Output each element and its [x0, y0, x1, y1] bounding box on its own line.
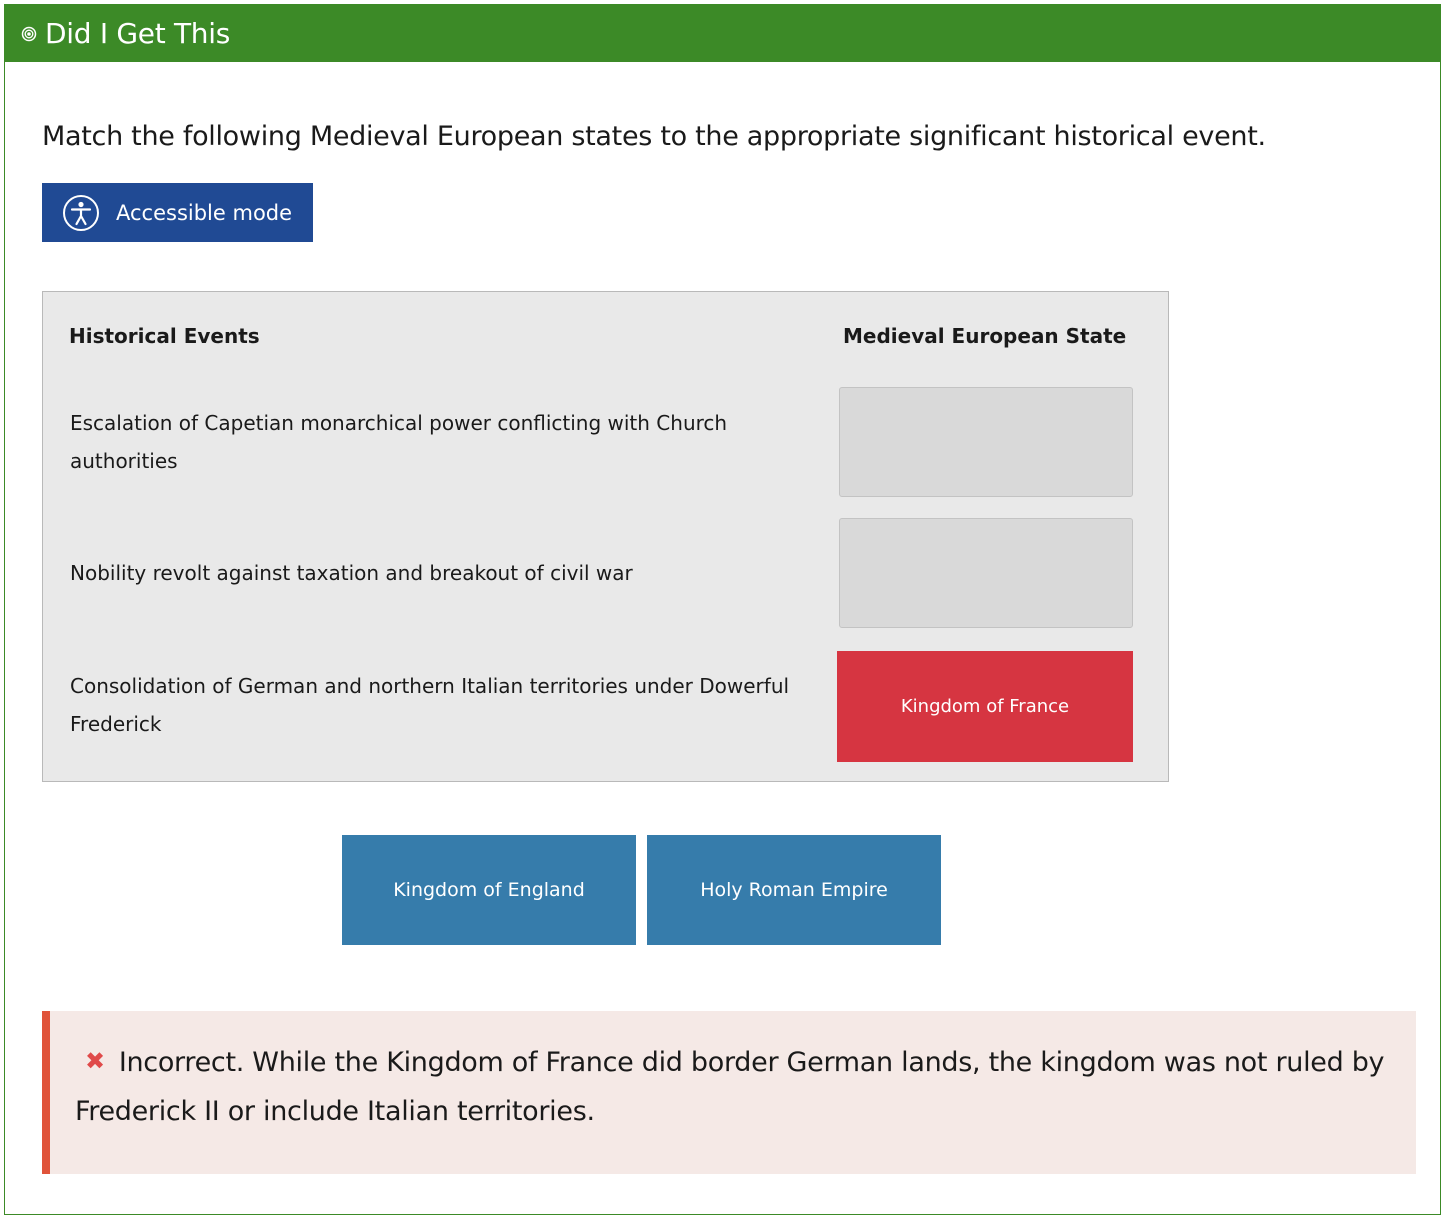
- matching-area: [42, 291, 1169, 782]
- historical-events-header: Historical Events: [69, 324, 260, 348]
- target-icon: [21, 26, 37, 42]
- drop-target-2[interactable]: [839, 518, 1133, 628]
- panel-title: Did I Get This: [45, 17, 230, 50]
- feedback-text: Incorrect. While the Kingdom of France did border German lands, the kingdom was not ruled by Frederick II or include Italian territories.: [75, 1047, 1385, 1127]
- drop-target-1[interactable]: [839, 387, 1133, 497]
- x-icon: ✖: [85, 1047, 105, 1075]
- placed-answer-kingdom-of-france[interactable]: Kingdom of France: [837, 651, 1133, 762]
- event-row-2: Nobility revolt against taxation and breakout of civil war: [70, 561, 633, 585]
- event-row-1: Escalation of Capetian monarchical power conflicting with Church authorities: [70, 411, 728, 473]
- option-kingdom-of-england[interactable]: Kingdom of England: [342, 835, 636, 945]
- question-prompt: Match the following Medieval European states to the appropriate significant historical event.: [42, 121, 1266, 152]
- accessibility-icon: [62, 194, 100, 232]
- did-i-get-this-panel: [4, 4, 1441, 1215]
- accessible-mode-button[interactable]: [42, 183, 313, 242]
- accessible-mode-label: Accessible mode: [116, 200, 293, 225]
- panel-header: [5, 5, 1440, 62]
- event-row-3: Consolidation of German and northern Italian territories under Dowerful Frederick: [70, 674, 790, 736]
- feedback-message: [42, 1011, 1416, 1174]
- medieval-state-header: Medieval European State: [843, 324, 1127, 348]
- option-holy-roman-empire[interactable]: Holy Roman Empire: [647, 835, 941, 945]
